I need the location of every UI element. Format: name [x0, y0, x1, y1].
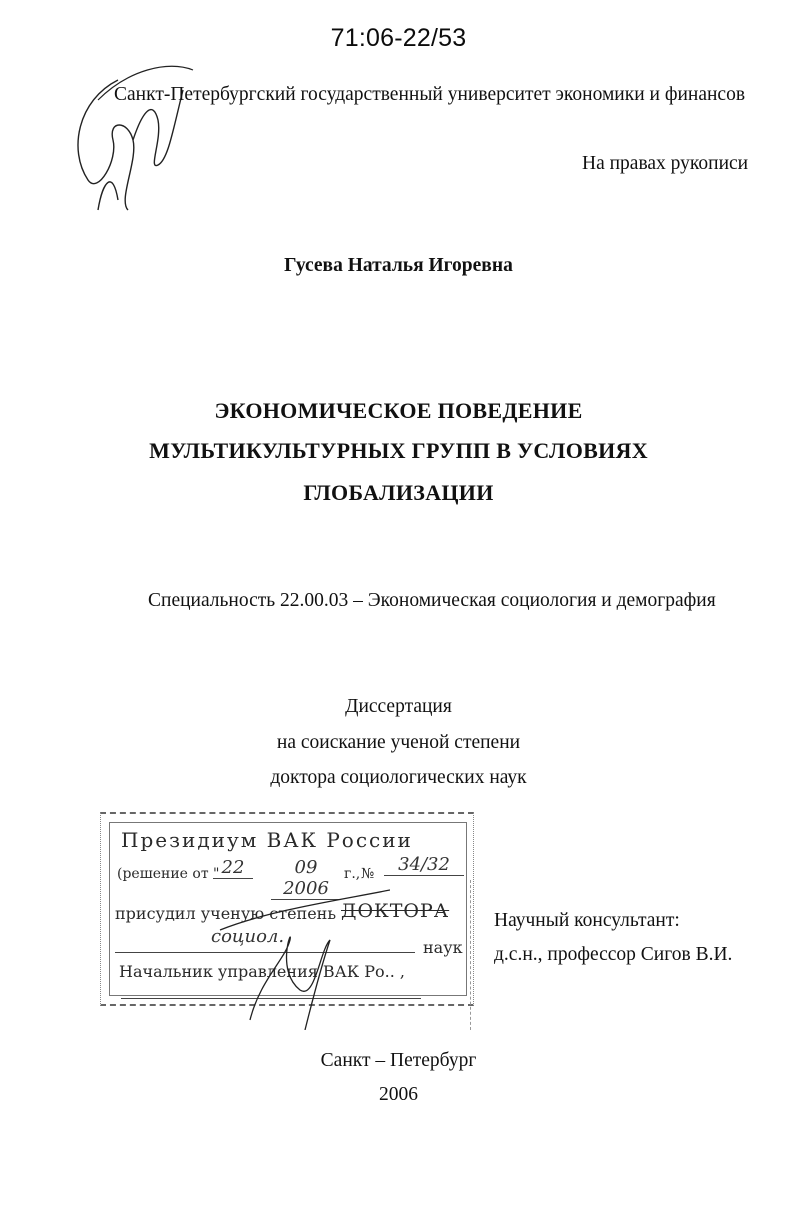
- stamp-decision-label: (решение от ": [117, 866, 220, 882]
- stamp-number-label: №: [361, 866, 375, 882]
- stamp-month-year: 09 2006: [271, 857, 341, 900]
- vak-stamp: [100, 812, 474, 1006]
- stamp-year-suffix: г.,: [344, 866, 361, 882]
- stamp-title: Президиум ВАК России: [121, 828, 413, 852]
- thesis-title-line: ГЛОБАЛИЗАЦИИ: [303, 480, 494, 505]
- stamp-underline: [115, 952, 415, 953]
- stamp-number: 34/32: [384, 854, 464, 876]
- thesis-title-line: МУЛЬТИКУЛЬТУРНЫХ ГРУПП В УСЛОВИЯХ: [149, 438, 648, 463]
- city: Санкт – Петербург: [320, 1050, 477, 1071]
- stamp-chief-label: Начальник управления ВАК Ро.. ,: [119, 962, 405, 981]
- year: 2006: [379, 1084, 418, 1105]
- stamp-field: социол.: [211, 926, 285, 947]
- stamp-degree: ДОКТОРА: [341, 900, 450, 922]
- university-name: Санкт-Петербургский государственный университет экономики и финансов: [114, 84, 746, 105]
- stamp-day: 22: [213, 857, 253, 879]
- author-name: Гусева Наталья Игоревна: [284, 255, 513, 276]
- document-code: 71:06-22/53: [330, 24, 467, 52]
- consultant-name: д.с.н., профессор Сигов В.И.: [494, 944, 733, 965]
- degree-line: Диссертация: [345, 696, 452, 717]
- scan-edge-marks: [470, 880, 479, 1030]
- stamp-signature-line: [121, 998, 421, 999]
- degree-line: на соискание ученой степени: [276, 732, 521, 753]
- manuscript-note: На правах рукописи: [582, 153, 749, 174]
- thesis-title-line: ЭКОНОМИЧЕСКОЕ ПОВЕДЕНИЕ: [214, 398, 583, 423]
- stamp-sciences-label: наук: [423, 938, 463, 957]
- consultant-label: Научный консультант:: [494, 910, 680, 931]
- stamp-awarded-label: присудил ученую степень: [115, 904, 337, 923]
- specialty: Специальность 22.00.03 – Экономическая социология и демография: [148, 590, 716, 611]
- degree-line: доктора социологических наук: [270, 767, 527, 788]
